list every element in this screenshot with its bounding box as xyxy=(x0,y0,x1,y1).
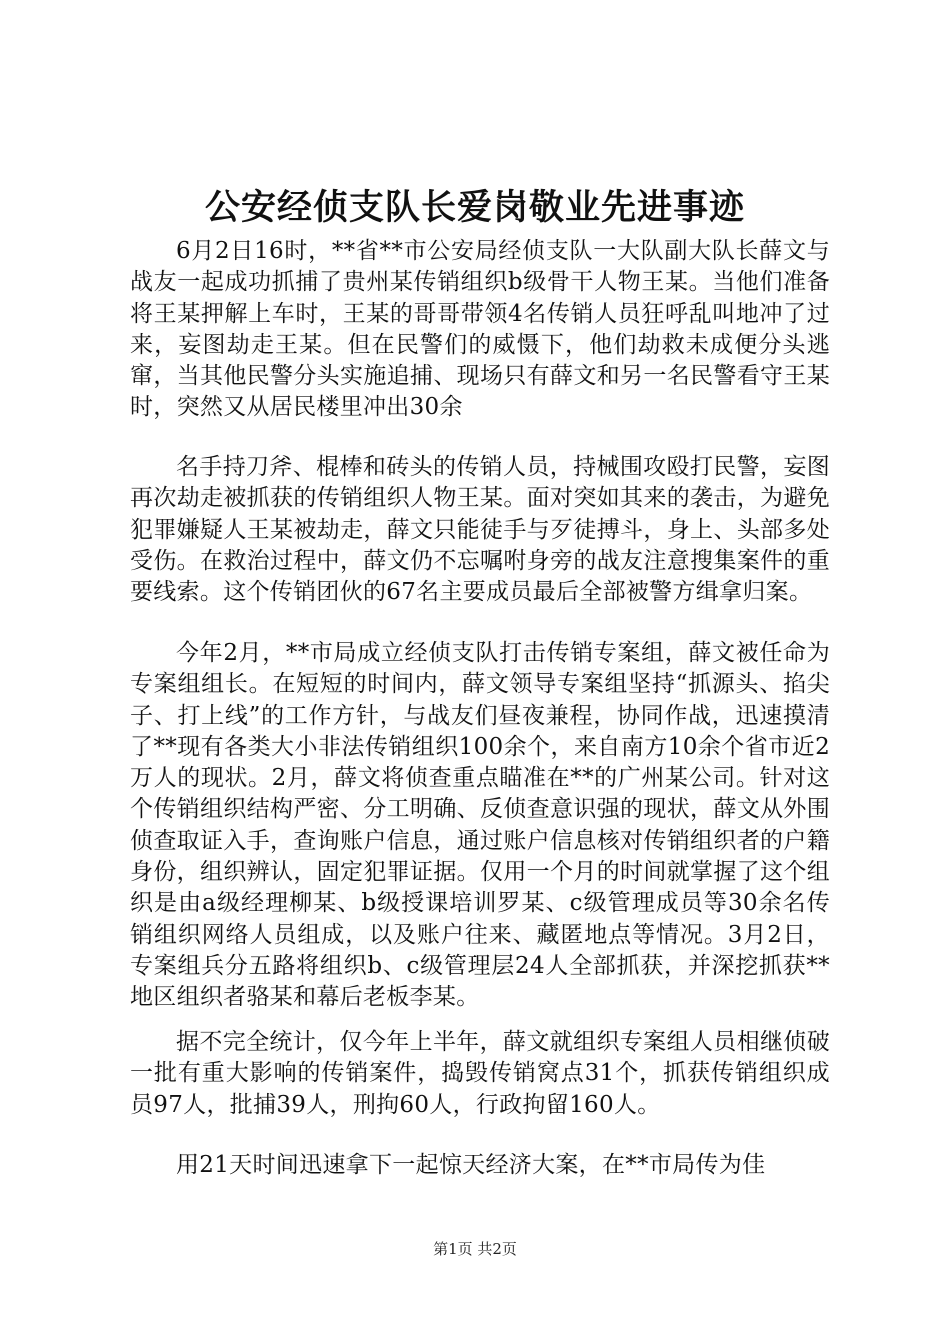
paragraph: 用21天时间迅速拿下一起惊天经济大案，在**市局传为佳 xyxy=(176,1152,766,1178)
paragraph: 据不完全统计，仅今年上半年，薛文就组织专案组人员相继侦破一批有重大影响的传销案件，捣毁传销窝点31个，抓获传销组织成员97人，批捕39人，刑拘60人，行政拘留160人。 xyxy=(130,1029,830,1118)
paragraph: 名手持刀斧、棍棒和砖头的传销人员，持械围攻殴打民警，妄图再次劫走被抓获的传销组织人物王某。面对突如其来的袭击，为避免犯罪嫌疑人王某被劫走，薛文只能徒手与歹徒搏斗，身上、头部多处受伤。在救治过程中，薛文仍不忘嘱咐身旁的战友注意搜集案件的重要线索。这个传销团伙的67名主要成员最后全部被警方缉拿归案。 xyxy=(130,454,830,606)
page-footer: 第1页 共2页 xyxy=(433,1240,517,1258)
page-title: 公安经侦支队长爱岗敬业先进事迹 xyxy=(204,187,745,228)
paragraph: 今年2月，**市局成立经侦支队打击传销专案组，薛文被任命为专案组组长。在短短的时间内，薛文领导专案组坚持“抓源头、掐尖子、打上线”的工作方针，与战友们昼夜兼程，协同作战，迅速摸清了**现有各类大小非法传销组织100余个，来自南方10余个省市近2万人的现状。2月，薛文将侦查重点瞄准在**的广州某公司。针对这个传销组织结构严密、分工明确、反侦查意识强的现状，薛文从外围侦查取证入手，查询账户信息，通过账户信息核对传销组织者的户籍身份，组织辨认，固定犯罪证据。仅用一个月的时间就掌握了这个组织是由a级经理柳某、b级授课培训罗某、c级管理成员等30余名传销组织网络人员组成，以及账户往来、藏匿地点等情况。3月2日，专案组兵分五路将组织b、c级管理层24人全部抓获，并深挖抓获**地区组织者骆某和幕后老板李某。 xyxy=(130,640,830,1011)
paragraph: 6月2日16时，**省**市公安局经侦支队一大队副大队长薛文与战友一起成功抓捕了贵州某传销组织b级骨干人物王某。当他们准备将王某押解上车时，王某的哥哥带领4名传销人员狂呼乱叫地冲了过来，妄图劫走王某。但在民警们的威慑下，他们劫救未成便分头逃窜，当其他民警分头实施追捕、现场只有薛文和另一名民警看守王某时，突然又从居民楼里冲出30余 xyxy=(130,238,830,421)
